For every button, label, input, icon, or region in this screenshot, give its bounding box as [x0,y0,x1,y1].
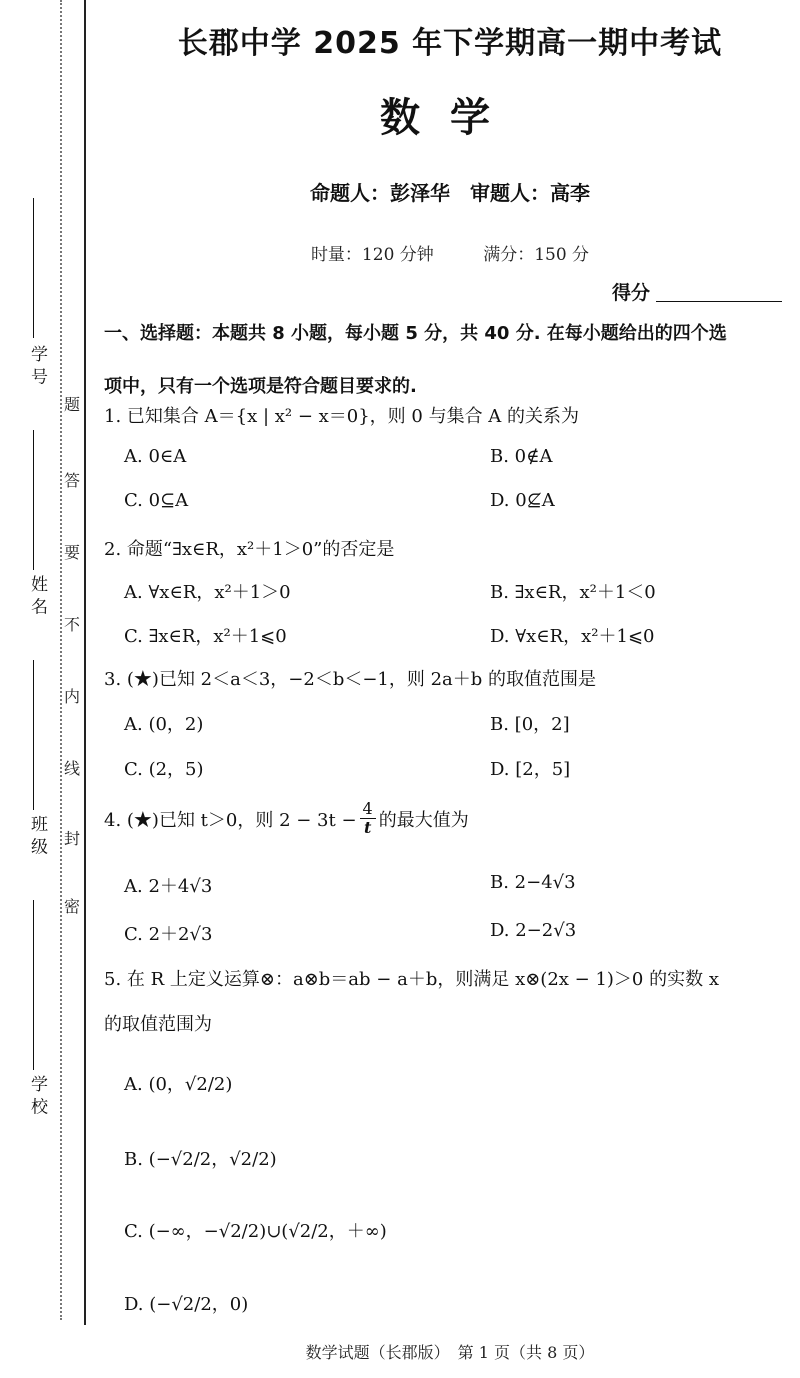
subject-title: 数学 [380,95,520,141]
seal-char: 密 [63,897,80,916]
question-2-option-b: B. ∃x∈R，x²＋1＜0 [490,582,656,603]
seal-char: 答 [63,471,80,490]
question-4-fraction [360,800,376,837]
question-3-stem: 3. (★)已知 2＜a＜3，−2＜b＜−1，则 2a＋b 的取值范围是 [104,669,597,690]
exam-info [100,240,800,265]
question-1-option-c: C. 0⊆A [124,490,189,511]
question-3-option-c: C. (2，5) [124,759,204,780]
authors-line: 命题人：彭泽华 审题人：高李 [310,181,590,205]
student-id-line [33,198,34,338]
binding-solid-line [84,0,86,1325]
question-4-stem [104,800,469,837]
class-line [33,660,34,810]
question-1-option-a: A. 0∈A [124,446,187,467]
seal-char: 线 [63,759,80,778]
fraction-denominator: t [363,818,372,837]
question-2-stem: 2. 命题“∃x∈R，x²＋1＞0”的否定是 [104,539,395,560]
question-2-option-a: A. ∀x∈R，x²＋1＞0 [124,582,291,603]
seal-char: 要 [63,543,80,562]
seal-char: 不 [63,615,80,634]
seal-char: 题 [63,395,80,414]
name-line [33,430,34,570]
name-label: 姓 名 [27,575,47,615]
question-5-option-a: A. (0，√2/2) [124,1074,233,1095]
question-4-option-a: A. 2＋4√3 [124,876,213,897]
seal-char: 封 [63,829,80,848]
page-footer: 数学试题（长郡版） 第 1 页（共 8 页） [305,1343,595,1362]
section-heading-line1: 一、选择题：本题共 8 小题，每小题 5 分，共 40 分. 在每小题给出的四个选 [104,323,727,344]
question-4-stem-post: 的最大值为 [378,809,469,831]
score-label: 得分 [612,282,651,304]
seal-char: 内 [63,687,80,706]
fraction-numerator: 4 [360,800,376,819]
full-score: 满分：150 分 [483,245,590,265]
time-limit: 时量：120 分钟 [310,245,434,265]
school-label: 学 校 [27,1075,47,1115]
question-5-option-c: C. (−∞，−√2/2)∪(√2/2，＋∞) [124,1221,387,1242]
exam-title: 长郡中学 2025 年下学期高一期中考试 [177,26,723,61]
question-5-option-b: B. (−√2/2，√2/2) [124,1149,277,1170]
question-1-option-b: B. 0∉A [490,446,553,467]
section-heading-line2: 项中，只有一个选项是符合题目要求的. [104,376,417,397]
question-4-option-d: D. 2−2√3 [490,920,577,941]
question-5-stem-line1: 5. 在 R 上定义运算⊗：a⊗b＝ab − a＋b，则满足 x⊗(2x − 1)＞0 的实数 x [104,969,719,990]
question-3-option-d: D. [2，5] [490,759,571,780]
school-line [33,900,34,1070]
score-blank [656,301,782,302]
question-5-stem-line2: 的取值范围为 [104,1014,212,1035]
question-3-option-a: A. (0，2) [124,714,204,735]
binding-dotted-line [60,0,62,1320]
section-heading [104,314,792,407]
question-2-option-c: C. ∃x∈R，x²＋1⩽0 [124,626,287,647]
question-1-option-d: D. 0⊈A [490,490,555,511]
question-2-option-d: D. ∀x∈R，x²＋1⩽0 [490,626,655,647]
question-4-stem-pre: 4. (★)已知 t＞0，则 2 − 3t − [104,809,357,831]
question-4-option-b: B. 2−4√3 [490,872,576,893]
question-1-stem: 1. 已知集合 A＝{x | x² − x＝0}，则 0 与集合 A 的关系为 [104,406,580,427]
question-4-option-c: C. 2＋2√3 [124,924,213,945]
question-5-option-d: D. (−√2/2，0) [124,1294,249,1315]
student-id-label: 学 号 [27,345,47,385]
class-label: 班 级 [27,815,47,855]
question-3-option-b: B. [0，2] [490,714,570,735]
